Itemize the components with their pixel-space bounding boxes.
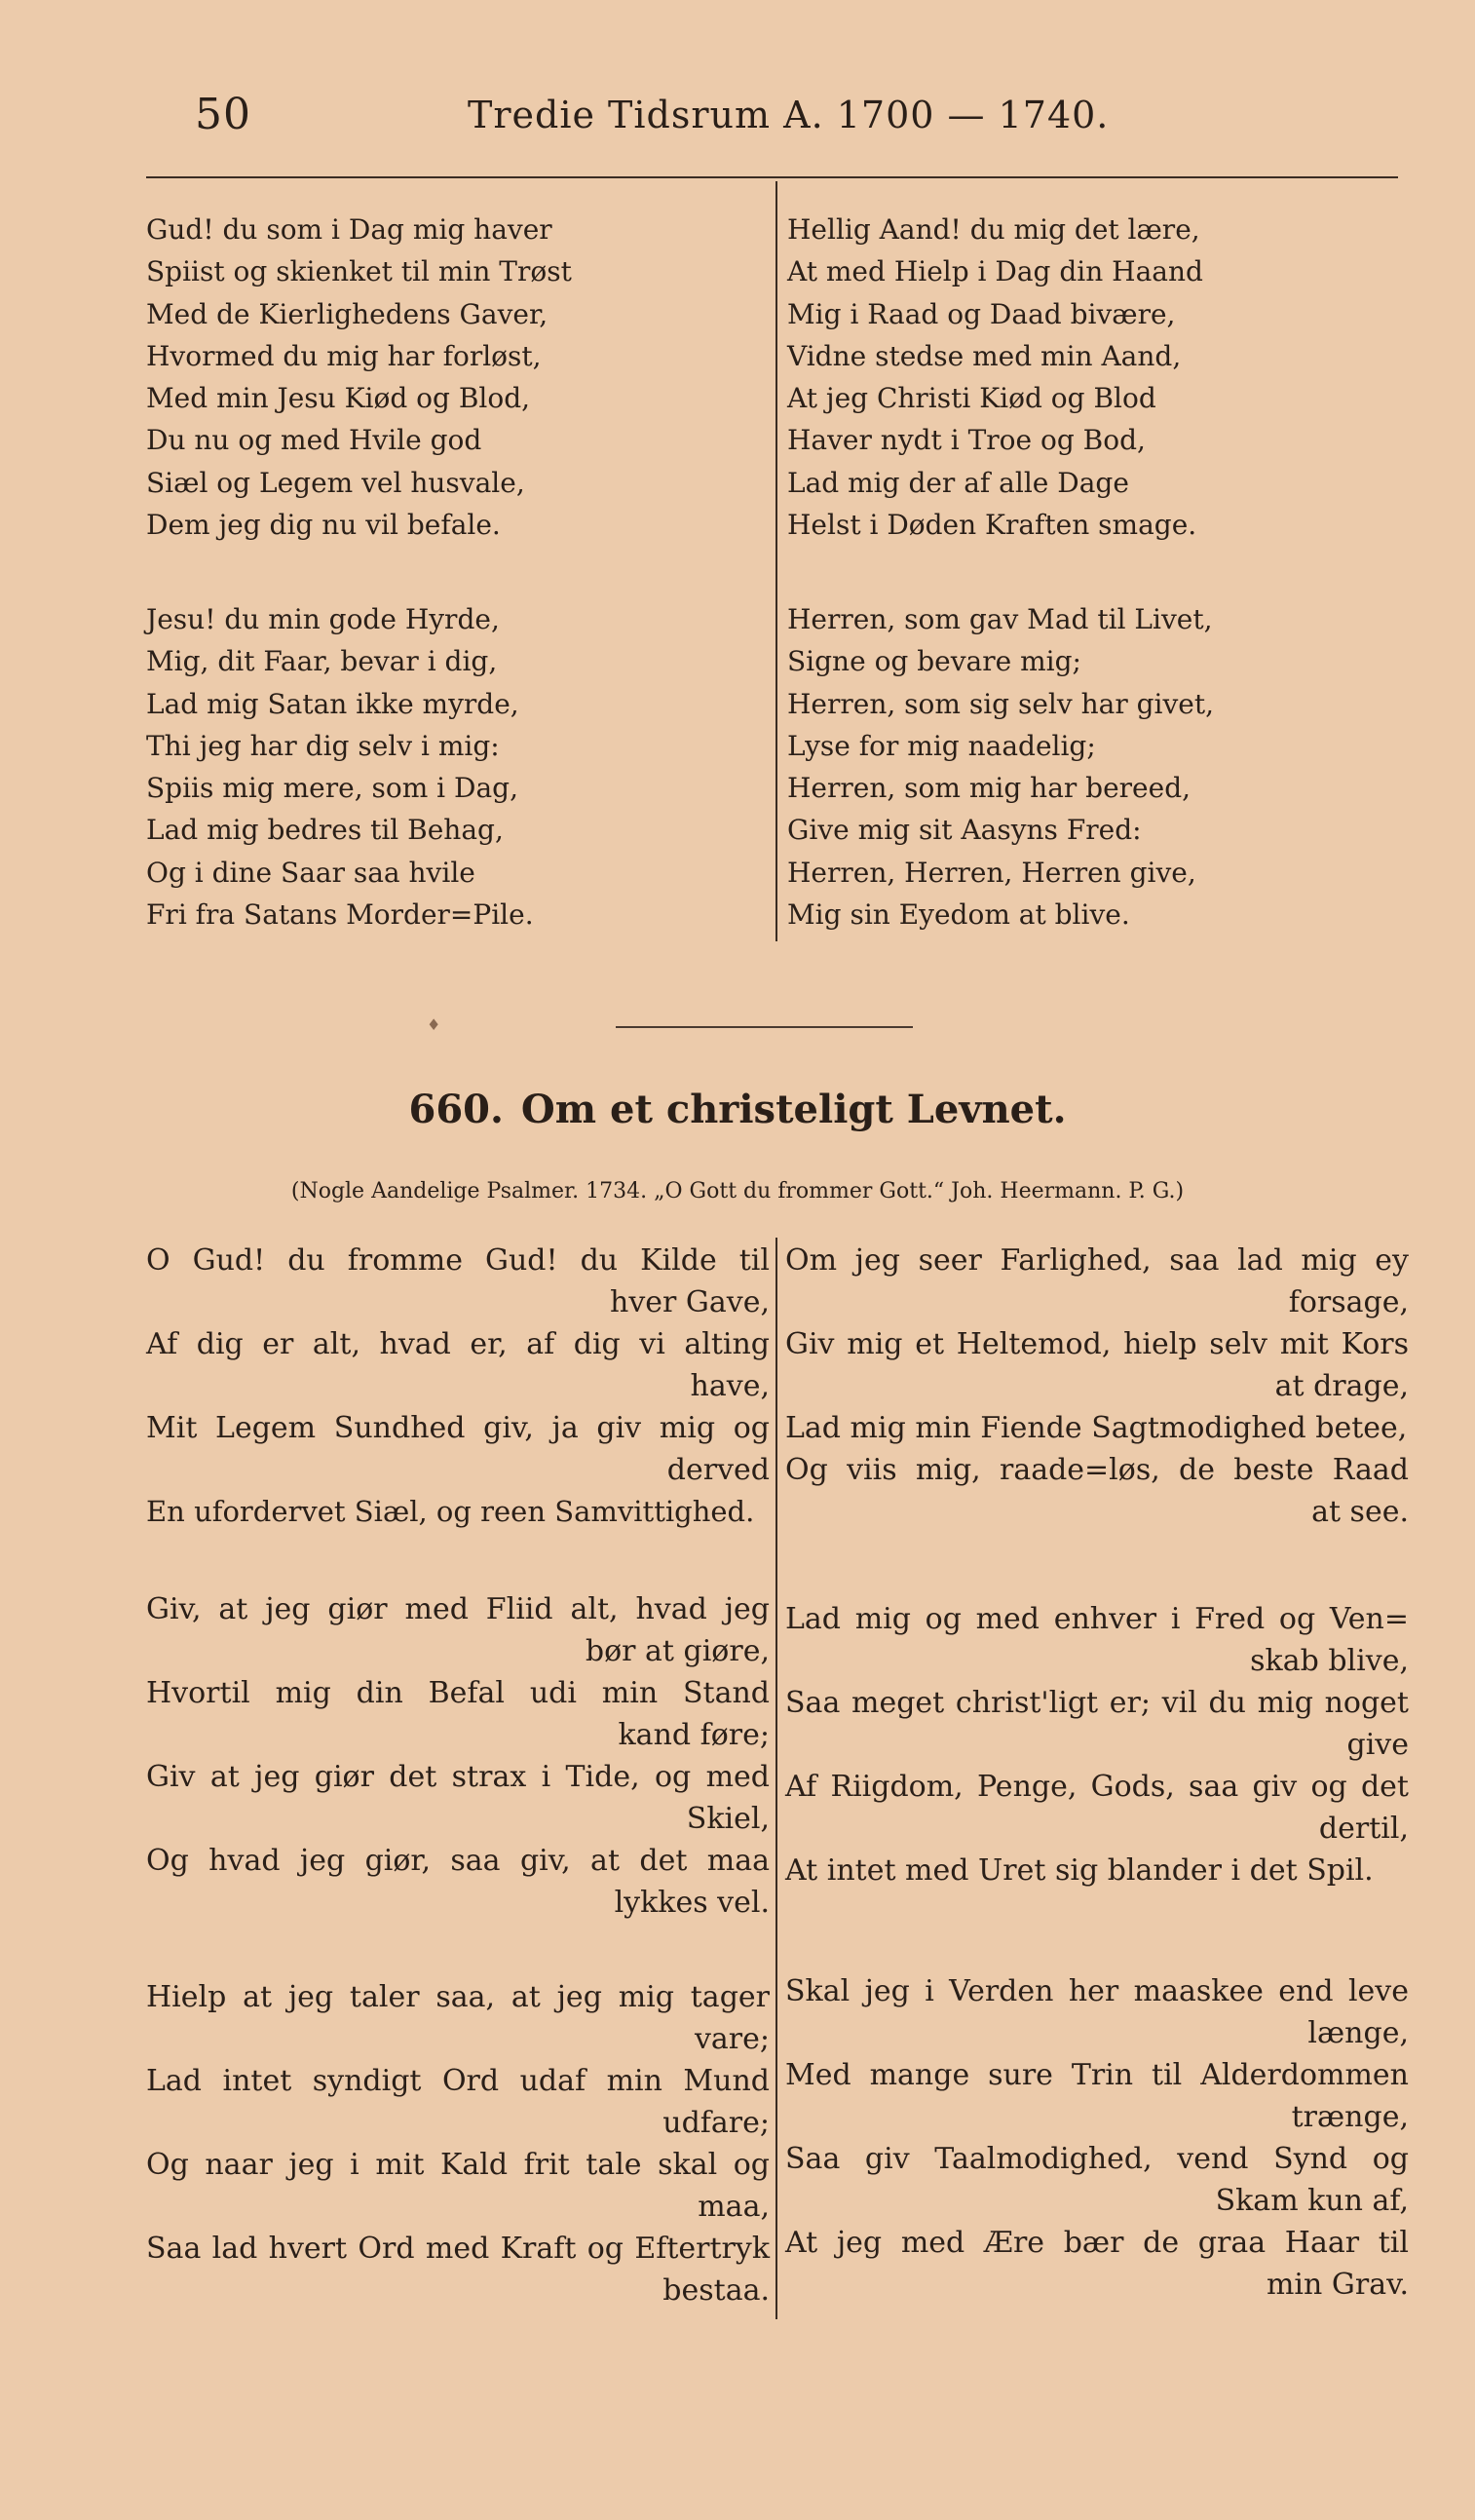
verse-line: Hvormed du mig har forløst,: [146, 339, 542, 372]
verse-line: Lad mig Satan ikke myrde,: [146, 687, 519, 720]
verse-line: Spiist og skienket til min Trøst: [146, 255, 572, 288]
verse-line: Hvortil mig din Befal udi min Stand kand føre;: [146, 1676, 770, 1752]
lower-right-stanza-1: [785, 1240, 1409, 1533]
verse-line: Thi jeg har dig selv i mig:: [146, 729, 500, 762]
verse-line: Med de Kierlighedens Gaver,: [146, 297, 548, 330]
lower-left-stanza-2: [146, 1588, 770, 1924]
verse-line: Vidne stedse med min Aand,: [787, 339, 1182, 372]
verse-line: Mig, dit Faar, bevar i dig,: [146, 645, 498, 678]
ornament-mark: ♦: [427, 1015, 441, 1034]
verse-line: Dem jeg dig nu vil befale.: [146, 509, 501, 542]
verse-line: Og i dine Saar saa hvile: [146, 856, 475, 889]
upper-right-stanza-1: [787, 209, 1203, 546]
verse-line: Mig i Raad og Daad bivære,: [787, 297, 1176, 330]
verse-line: Gud! du som i Dag mig haver: [146, 213, 552, 246]
verse-line: Siæl og Legem vel husvale,: [146, 466, 525, 499]
page-number: 50: [195, 90, 251, 139]
lower-left-stanza-3: [146, 1976, 770, 2311]
verse-line: O Gud! du fromme Gud! du Kilde til hver Gave,: [146, 1243, 770, 1319]
verse-line: Saa lad hvert Ord med Kraft og Eftertryk bestaa.: [146, 2232, 770, 2308]
verse-line: Giv, at jeg giør med Fliid alt, hvad jeg bør at giøre,: [146, 1592, 770, 1668]
verse-line: Af Riigdom, Penge, Gods, saa giv og det dertil,: [785, 1770, 1409, 1846]
hymn-source: (Nogle Aandelige Psalmer. 1734. „O Gott du frommer Gott.“ Joh. Heermann. P. G.): [290, 1179, 1185, 1203]
lower-right-stanza-2: [785, 1598, 1409, 1891]
verse-line: Med mange sure Trin til Alderdommen trænge,: [785, 2058, 1409, 2134]
upper-left-stanza-1: [146, 209, 572, 546]
verse-line: At jeg Christi Kiød og Blod: [787, 382, 1156, 415]
verse-line: Lad mig bedres til Behag,: [146, 814, 504, 847]
column-separator: [775, 1238, 777, 2319]
verse-line: Haver nydt i Troe og Bod,: [787, 424, 1146, 457]
verse-line: Mig sin Eyedom at blive.: [787, 898, 1130, 932]
verse-line: Giv at jeg giør det strax i Tide, og med Skiel,: [146, 1760, 770, 1836]
verse-line: Herren, som gav Mad til Livet,: [787, 603, 1213, 635]
verse-line: Fri fra Satans Morder=Pile.: [146, 898, 534, 932]
verse-line: Lad mig der af alle Dage: [787, 466, 1129, 499]
verse-line: At intet med Uret sig blander i det Spil.: [785, 1853, 1374, 1888]
verse-line: Lad mig og med enhver i Fred og Ven= skab blive,: [785, 1602, 1409, 1678]
verse-line: Lad intet syndigt Ord udaf min Mund udfare;: [146, 2064, 770, 2140]
verse-line: Giv mig et Heltemod, hielp selv mit Kors at drage,: [785, 1327, 1409, 1403]
verse-line: Saa meget christ'ligt er; vil du mig noget give: [785, 1686, 1409, 1762]
verse-line: Om jeg seer Farlighed, saa lad mig ey forsage,: [785, 1243, 1409, 1319]
verse-line: Og naar jeg i mit Kald frit tale skal og maa,: [146, 2148, 770, 2224]
verse-line: Herren, som sig selv har givet,: [787, 687, 1215, 720]
verse-line: Give mig sit Aasyns Fred:: [787, 814, 1142, 847]
verse-line: Herren, Herren, Herren give,: [787, 856, 1196, 889]
verse-line: Hielp at jeg taler saa, at jeg mig tager vare;: [146, 1980, 770, 2056]
verse-line: En ufordervet Siæl, og reen Samvittighed.: [146, 1495, 755, 1528]
upper-left-stanza-2: [146, 598, 534, 935]
verse-line: Helst i Døden Kraften smage.: [787, 509, 1197, 542]
verse-line: Lyse for mig naadelig;: [787, 729, 1096, 762]
column-separator: [775, 181, 777, 941]
verse-line: Mit Legem Sundhed giv, ja giv mig og derved: [146, 1411, 770, 1487]
verse-line: Og hvad jeg giør, saa giv, at det maa lykkes vel.: [146, 1844, 770, 1920]
verse-line: At jeg med Ære bær de graa Haar til min Grav.: [785, 2226, 1409, 2302]
verse-line: At med Hielp i Dag din Haand: [787, 255, 1203, 288]
verse-line: Med min Jesu Kiød og Blod,: [146, 382, 531, 415]
lower-right-stanza-3: [785, 1970, 1409, 2306]
verse-line: Lad mig min Fiende Sagtmodighed betee,: [785, 1411, 1408, 1445]
verse-line: Og viis mig, raade=løs, de beste Raad at see.: [785, 1453, 1409, 1529]
page-header: [0, 90, 1475, 148]
section-rule: [616, 1026, 913, 1028]
verse-line: Hellig Aand! du mig det lære,: [787, 213, 1200, 246]
verse-line: Spiis mig mere, som i Dag,: [146, 772, 518, 805]
hymn-heading: [0, 1087, 1475, 1132]
verse-line: Saa giv Taalmodighed, vend Synd og Skam kun af,: [785, 2142, 1409, 2218]
header-rule: [146, 176, 1398, 178]
verse-line: Signe og bevare mig;: [787, 645, 1081, 678]
verse-line: Jesu! du min gode Hyrde,: [146, 603, 500, 635]
lower-left-stanza-1: [146, 1240, 770, 1533]
verse-line: Herren, som mig har bereed,: [787, 772, 1191, 805]
hymn-number: 660.: [408, 1087, 504, 1132]
upper-right-stanza-2: [787, 598, 1214, 935]
verse-line: Skal jeg i Verden her maaskee end leve længe,: [785, 1974, 1409, 2050]
verse-line: Af dig er alt, hvad er, af dig vi alting have,: [146, 1327, 770, 1403]
running-title: Tredie Tidsrum A. 1700 — 1740.: [468, 94, 1110, 136]
hymn-title: Om et christeligt Levnet.: [520, 1087, 1067, 1132]
verse-line: Du nu og med Hvile god: [146, 424, 482, 457]
